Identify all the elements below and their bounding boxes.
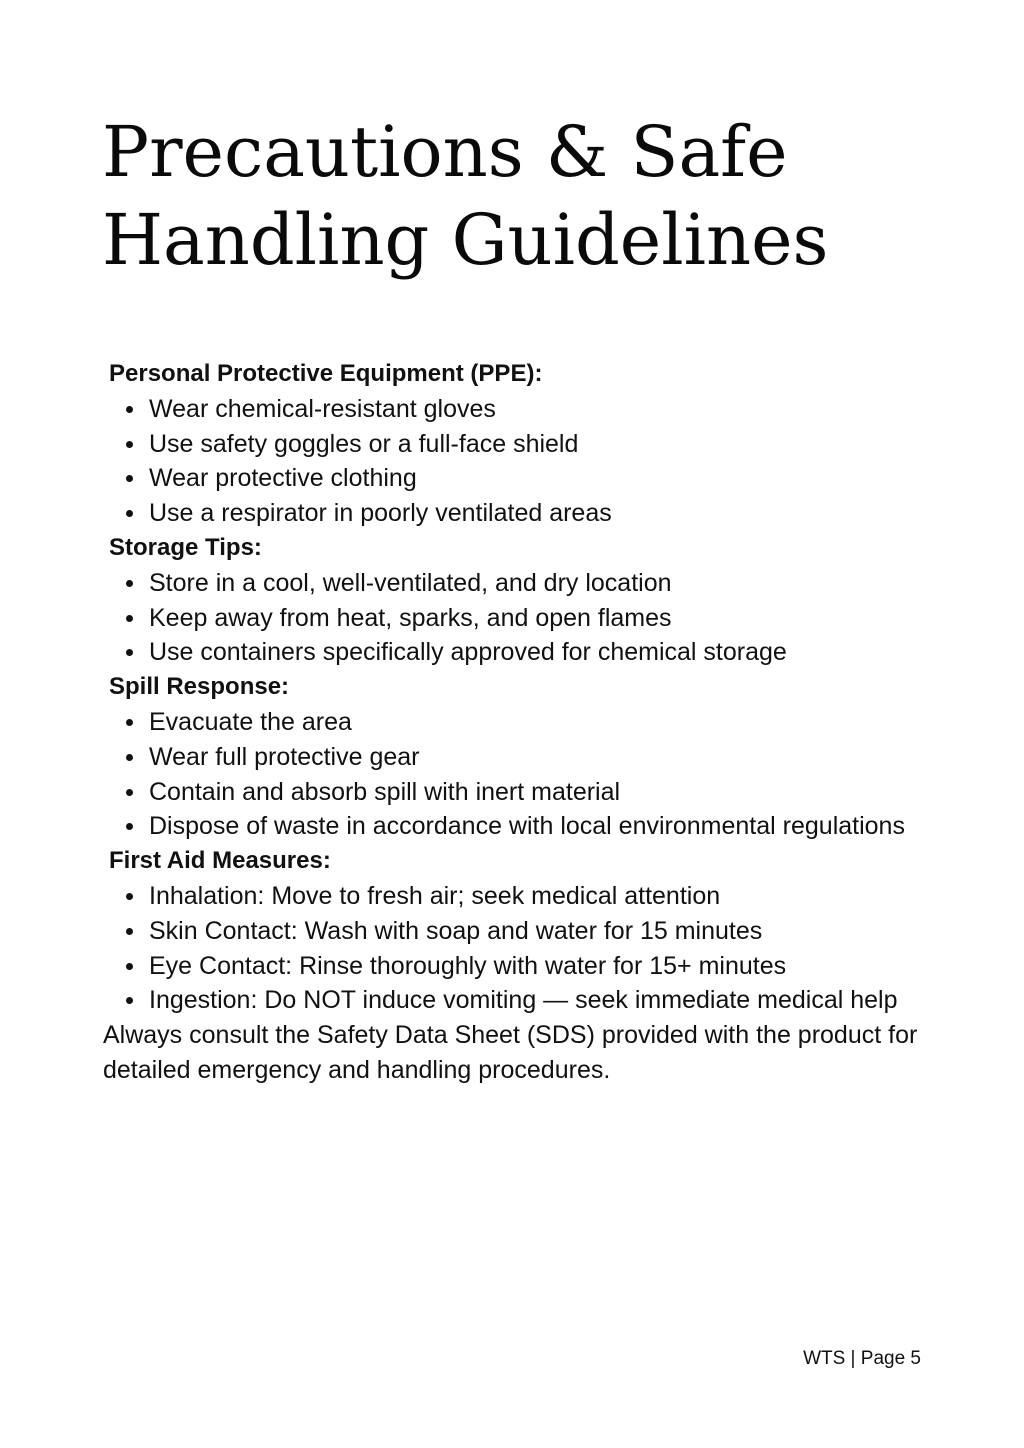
content-body — [103, 357, 923, 1088]
list-item: Wear chemical-resistant gloves — [103, 392, 923, 427]
list-item: Inhalation: Move to fresh air; seek medical attention — [103, 879, 923, 914]
bullet-list — [103, 879, 923, 1018]
list-item: Use safety goggles or a full-face shield — [103, 427, 923, 462]
section-heading: Spill Response: — [109, 673, 290, 701]
bullet-list — [103, 392, 923, 531]
list-item: Evacuate the area — [103, 705, 923, 740]
bullet-list — [103, 705, 923, 844]
section-spill-response — [103, 670, 923, 844]
list-item: Dispose of waste in accordance with local environmental regulations — [103, 809, 923, 844]
page-title: Precautions & Safe Handling Guidelines — [102, 111, 829, 281]
section-heading: Storage Tips: — [109, 533, 262, 561]
list-item: Ingestion: Do NOT induce vomiting — seek immediate medical help — [103, 983, 923, 1018]
list-item: Store in a cool, well-ventilated, and dry location — [103, 566, 923, 601]
list-item: Eye Contact: Rinse thoroughly with water for 15+ minutes — [103, 949, 923, 984]
section-storage — [103, 531, 923, 670]
list-item: Use a respirator in poorly ventilated areas — [103, 496, 923, 531]
list-item: Wear protective clothing — [103, 461, 923, 496]
list-item: Keep away from heat, sparks, and open flames — [103, 601, 923, 636]
bullet-list — [103, 566, 923, 670]
section-first-aid — [103, 844, 923, 1018]
list-item: Contain and absorb spill with inert material — [103, 775, 923, 810]
sds-note: Always consult the Safety Data Sheet (SDS) provided with the product for detailed emergency and handling procedures. — [103, 1021, 918, 1084]
list-item: Wear full protective gear — [103, 740, 923, 775]
page-footer: WTS | Page 5 — [803, 1348, 921, 1369]
list-item: Skin Contact: Wash with soap and water for 15 minutes — [103, 914, 923, 949]
section-heading: Personal Protective Equipment (PPE): — [109, 360, 543, 387]
list-item: Use containers specifically approved for chemical storage — [103, 635, 923, 670]
section-heading: First Aid Measures: — [109, 847, 331, 875]
section-ppe — [103, 357, 923, 531]
